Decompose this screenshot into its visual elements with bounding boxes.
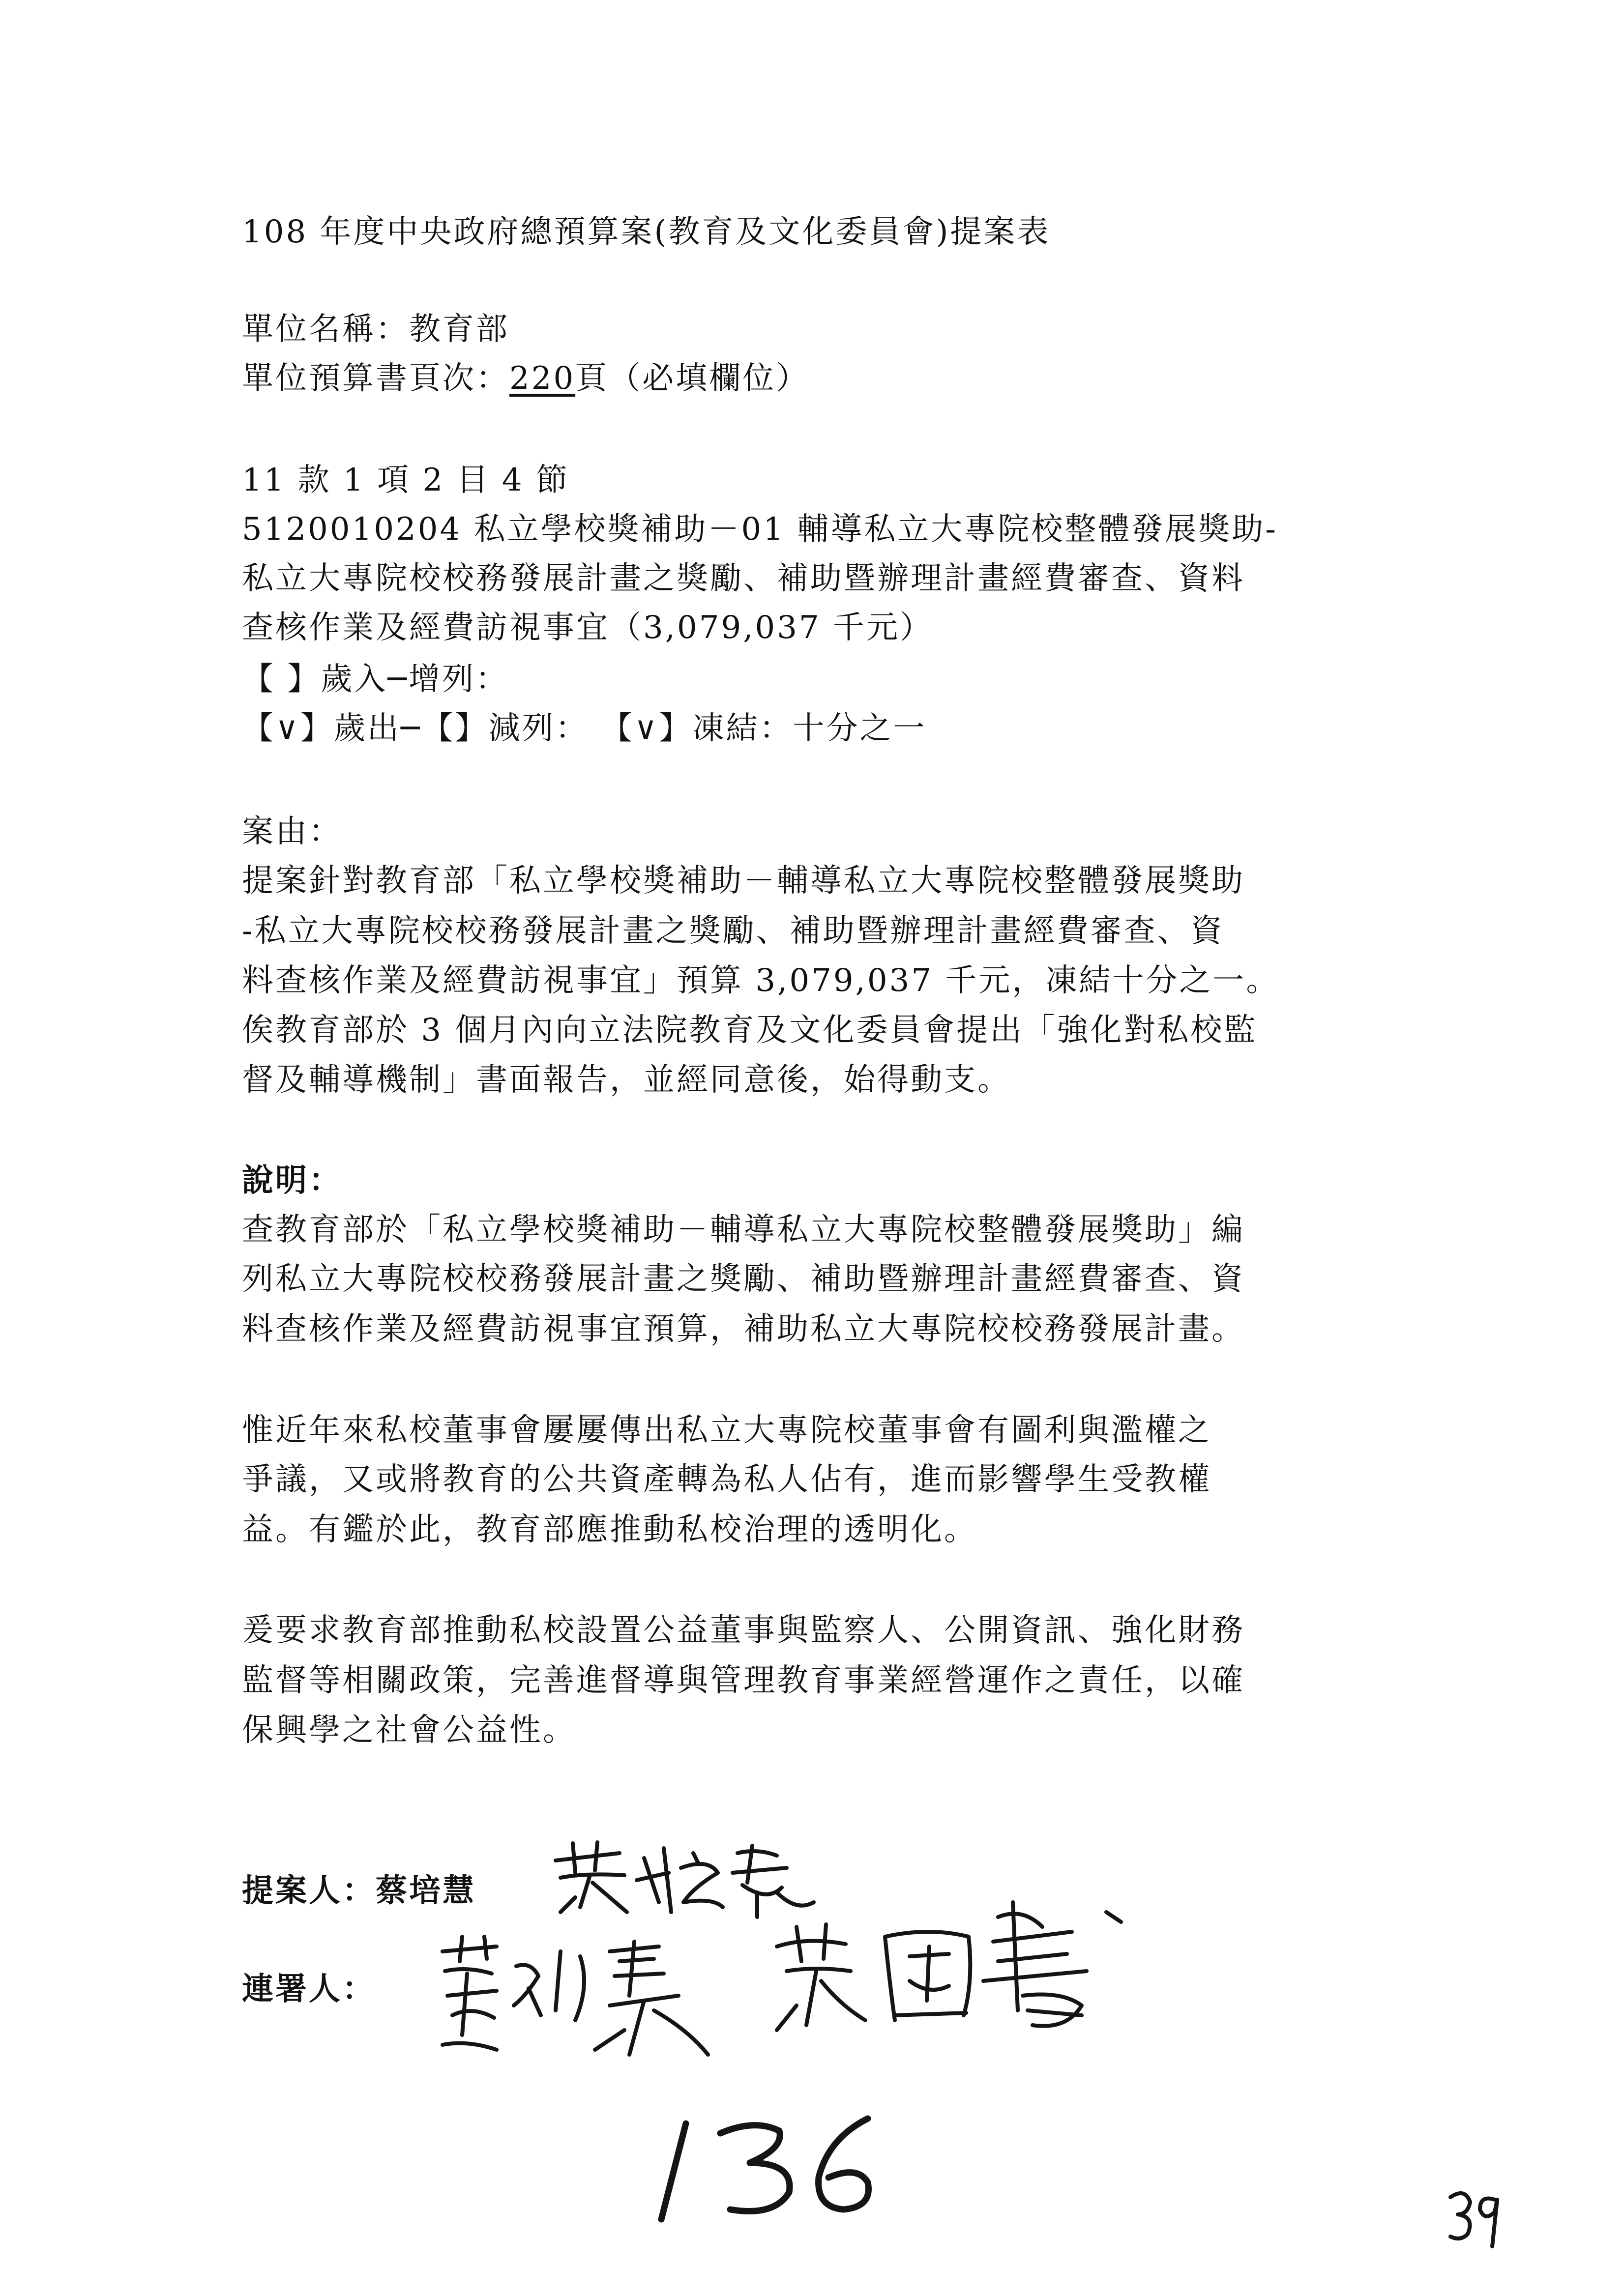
budget-item-line: 5120010204 私立學校獎補助－01 輔導私立大專院校整體發展獎助- bbox=[242, 511, 1278, 548]
proposer-row bbox=[242, 1872, 476, 1909]
reason-line: 俟教育部於 3 個月內向立法院教育及文化委員會提出「強化對私校監 bbox=[242, 1012, 1258, 1048]
reason-line: 提案針對教育部「私立學校獎補助－輔導私立大專院校整體發展獎助 bbox=[242, 863, 1245, 899]
expense-freeze-line: 【∨】歲出─【】減列： 【∨】凍結：十分之一 bbox=[242, 710, 927, 747]
explanation-heading: 說明： bbox=[242, 1162, 342, 1199]
budget-page-suffix: 頁（必填欄位） bbox=[575, 360, 810, 397]
budget-item-line: 查核作業及經費訪視事宜（3,079,037 千元） bbox=[242, 610, 934, 646]
explanation-line: 料查核作業及經費訪視事宜預算，補助私立大專院校校務發展計畫。 bbox=[242, 1311, 1245, 1347]
cosigner-signature bbox=[767, 1897, 1170, 2055]
budget-page-row bbox=[242, 360, 810, 397]
explanation-line: 查教育部於「私立學校獎補助－輔導私立大專院校整體發展獎助」編 bbox=[242, 1212, 1245, 1248]
explanation-line: 惟近年來私校董事會屢屢傳出私立大專院校董事會有圖利與濫權之 bbox=[242, 1412, 1211, 1449]
cosigner-signature bbox=[433, 1932, 738, 2069]
explanation-line: 保興學之社會公益性。 bbox=[242, 1712, 576, 1748]
proposer-name: 蔡培慧 bbox=[376, 1872, 476, 1909]
cosigner-label: 連署人： bbox=[242, 1971, 376, 2007]
proposer-label: 提案人： bbox=[242, 1872, 376, 1909]
page-mark bbox=[1446, 2187, 1505, 2251]
explanation-line: 列私立大專院校校務發展計畫之獎勵、補助暨辦理計畫經費審查、資 bbox=[242, 1261, 1245, 1297]
explanation-line: 監督等相關政策，完善進督導與管理教育事業經營運作之責任，以確 bbox=[242, 1662, 1245, 1699]
section-code: 11 款 1 項 2 目 4 節 bbox=[242, 462, 569, 498]
budget-item-line: 私立大專院校校務發展計畫之獎勵、補助暨辦理計畫經費審查、資料 bbox=[242, 560, 1245, 597]
explanation-line: 爰要求教育部推動私校設置公益董事與監察人、公開資訊、強化財務 bbox=[242, 1612, 1245, 1649]
reason-line: 料查核作業及經費訪視事宜」預算 3,079,037 千元，凍結十分之一。 bbox=[242, 962, 1280, 999]
budget-page-number: 220 bbox=[509, 360, 576, 397]
unit-name-label: 單位名稱： bbox=[242, 311, 409, 348]
budget-page-label: 單位預算書頁次： bbox=[242, 360, 509, 397]
reason-heading: 案由： bbox=[242, 814, 342, 850]
reason-line: 督及輔導機制」書面報告，並經同意後，始得動支。 bbox=[242, 1062, 1011, 1098]
explanation-line: 益。有鑑於此，教育部應推動私校治理的透明化。 bbox=[242, 1511, 977, 1548]
revenue-line: 【 】歲入─增列： bbox=[242, 661, 509, 698]
explanation-line: 爭議，又或將教育的公共資產轉為私人佔有，進而影響學生受教權 bbox=[242, 1461, 1211, 1498]
handwritten-number bbox=[651, 2109, 907, 2227]
document-title: 108 年度中央政府總預算案(教育及文化委員會)提案表 bbox=[242, 214, 1051, 250]
unit-name-value: 教育部 bbox=[409, 311, 509, 348]
reason-line: -私立大專院校校務發展計畫之獎勵、補助暨辦理計畫經費審查、資 bbox=[242, 913, 1224, 949]
unit-name-row bbox=[242, 311, 509, 348]
